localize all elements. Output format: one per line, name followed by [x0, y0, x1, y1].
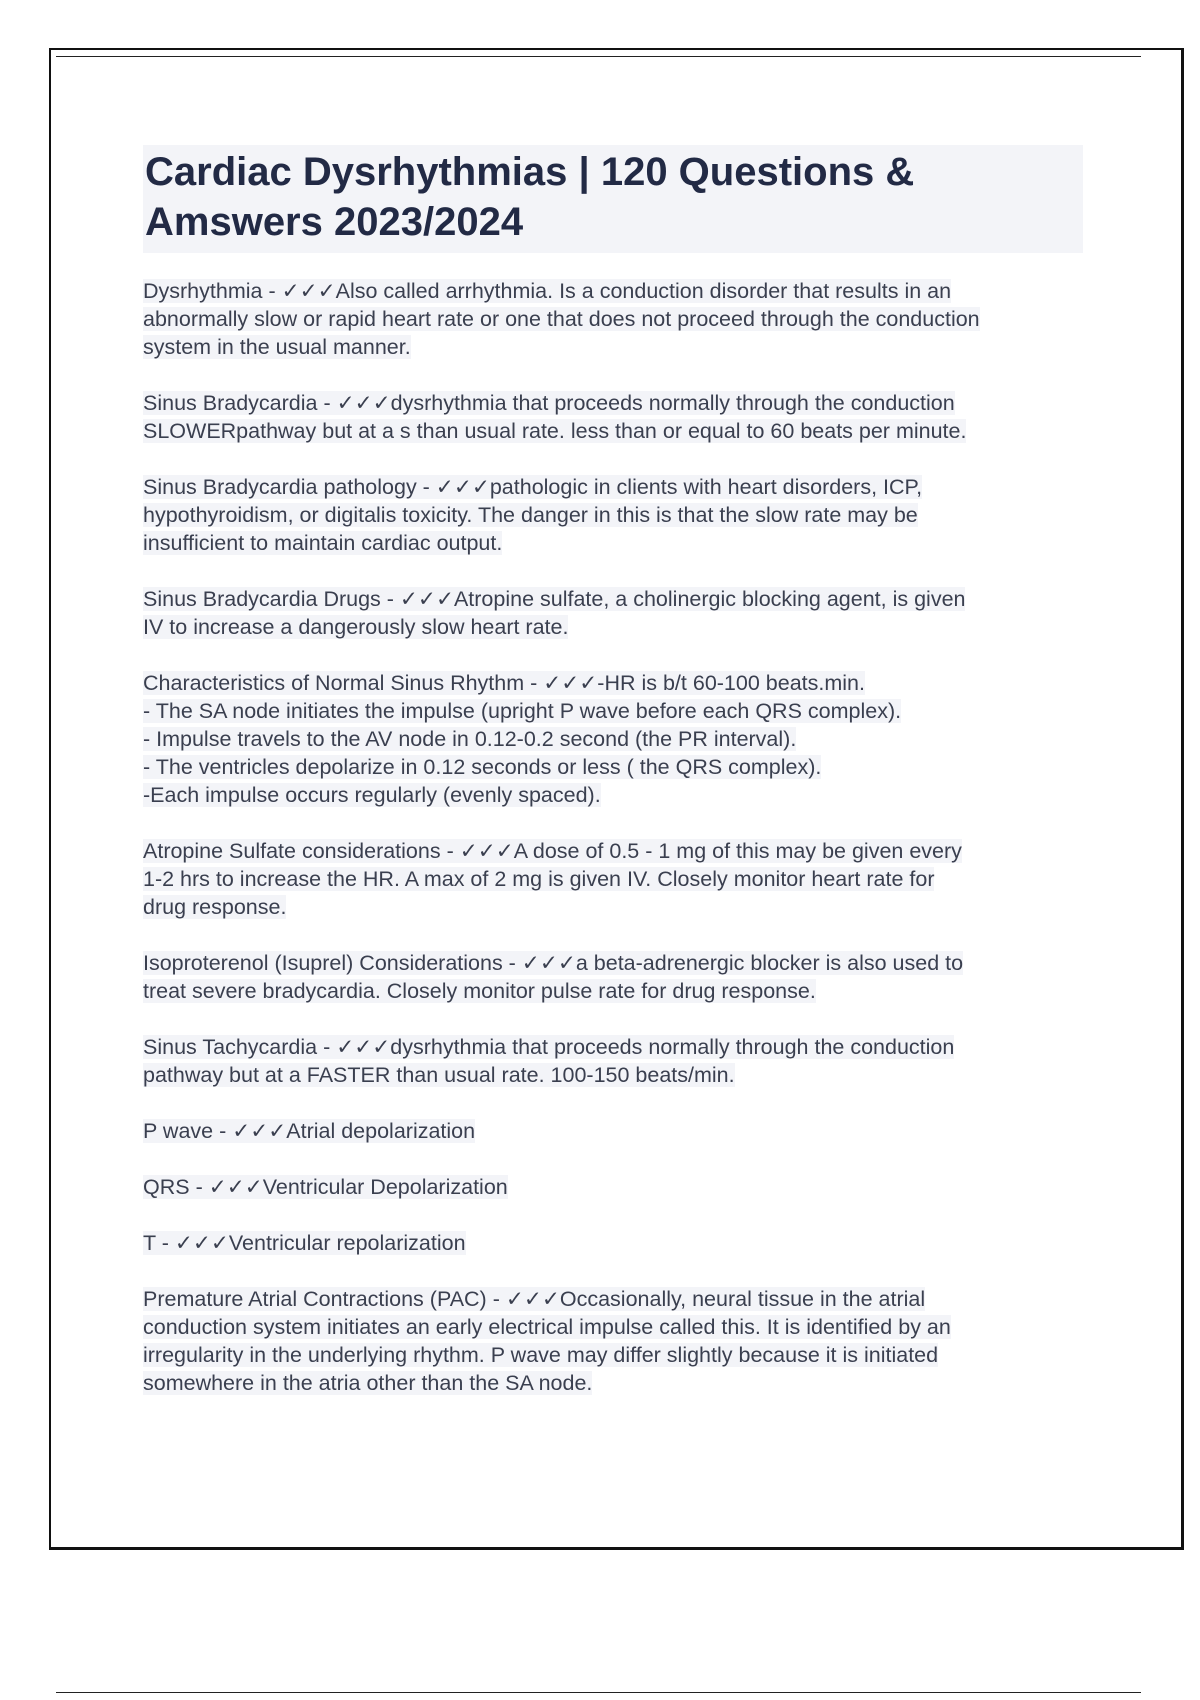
- qa-item-normal-sinus-rhythm: [143, 669, 1083, 809]
- qa-text: Sinus Bradycardia pathology - ✓✓✓pathologic in clients with heart disorders, ICP, hypothyroidism, or digitalis toxicity. The danger in this is that the slow rate may be insufficient to maintain cardiac output.: [143, 475, 923, 555]
- top-divider: [56, 56, 1141, 57]
- bottom-divider: [56, 1692, 1141, 1693]
- qa-text: Atropine Sulfate considerations - ✓✓✓A dose of 0.5 - 1 mg of this may be given every 1-2 hrs to increase the HR. A max of 2 mg is given IV. Closely monitor heart rate for drug response.: [143, 839, 962, 919]
- qa-text: QRS - ✓✓✓Ventricular Depolarization: [143, 1175, 508, 1199]
- qa-text: Sinus Bradycardia - ✓✓✓dysrhythmia that proceeds normally through the conduction SLOWERpathway but at a s than usual rate. less than or equal to 60 beats per minute.: [143, 391, 967, 443]
- qa-item-sinus-bradycardia-pathology: [143, 473, 1083, 557]
- qa-text: Dysrhythmia - ✓✓✓Also called arrhythmia. Is a conduction disorder that results in an abnormally slow or rapid heart rate or one that does not proceed through the conduction system in the usual manner.: [143, 279, 980, 359]
- qa-item-p-wave: [143, 1117, 1083, 1145]
- qa-item-atropine-sulfate: [143, 837, 1083, 921]
- qa-item-sinus-tachycardia: [143, 1033, 1083, 1089]
- document-title: Cardiac Dysrhythmias | 120 Questions & Amswers 2023/2024: [145, 150, 915, 244]
- qa-text: Isoproterenol (Isuprel) Considerations - ✓✓✓a beta-adrenergic blocker is also used to treat severe bradycardia. Closely monitor pulse rate for drug response.: [143, 951, 964, 1003]
- qa-text: P wave - ✓✓✓Atrial depolarization: [143, 1119, 476, 1143]
- qa-item-dysrhythmia: [143, 277, 1083, 361]
- qa-text: Sinus Bradycardia Drugs - ✓✓✓Atropine sulfate, a cholinergic blocking agent, is given IV to increase a dangerously slow heart rate.: [143, 587, 966, 639]
- qa-text: Characteristics of Normal Sinus Rhythm - ✓✓✓-HR is b/t 60-100 beats.min. - The SA node initiates the impulse (upright P wave before each QRS complex). - Impulse travels to the AV node in 0.12-0.2 second (the PR interval). - The ventricles depolarize in 0.12 seconds or less ( the QRS complex). -Each impulse occurs regularly (evenly spaced).: [143, 671, 902, 807]
- qa-item-sinus-bradycardia-drugs: [143, 585, 1083, 641]
- qa-item-sinus-bradycardia: [143, 389, 1083, 445]
- qa-text: Premature Atrial Contractions (PAC) - ✓✓✓Occasionally, neural tissue in the atrial conduction system initiates an early electrical impulse called this. It is identified by an irregularity in the underlying rhythm. P wave may differ slightly because it is initiated somewhere in the atria other than the SA node.: [143, 1287, 951, 1395]
- qa-item-t-wave: [143, 1229, 1083, 1257]
- document-body: [143, 145, 1083, 1425]
- title-block: [143, 145, 1083, 253]
- qa-list: [143, 277, 1083, 1397]
- qa-item-isoproterenol: [143, 949, 1083, 1005]
- qa-text: Sinus Tachycardia - ✓✓✓dysrhythmia that proceeds normally through the conduction pathway but at a FASTER than usual rate. 100-150 beats/min.: [143, 1035, 955, 1087]
- qa-text: T - ✓✓✓Ventricular repolarization: [143, 1231, 466, 1255]
- qa-item-pac: [143, 1285, 1083, 1397]
- qa-item-qrs: [143, 1173, 1083, 1201]
